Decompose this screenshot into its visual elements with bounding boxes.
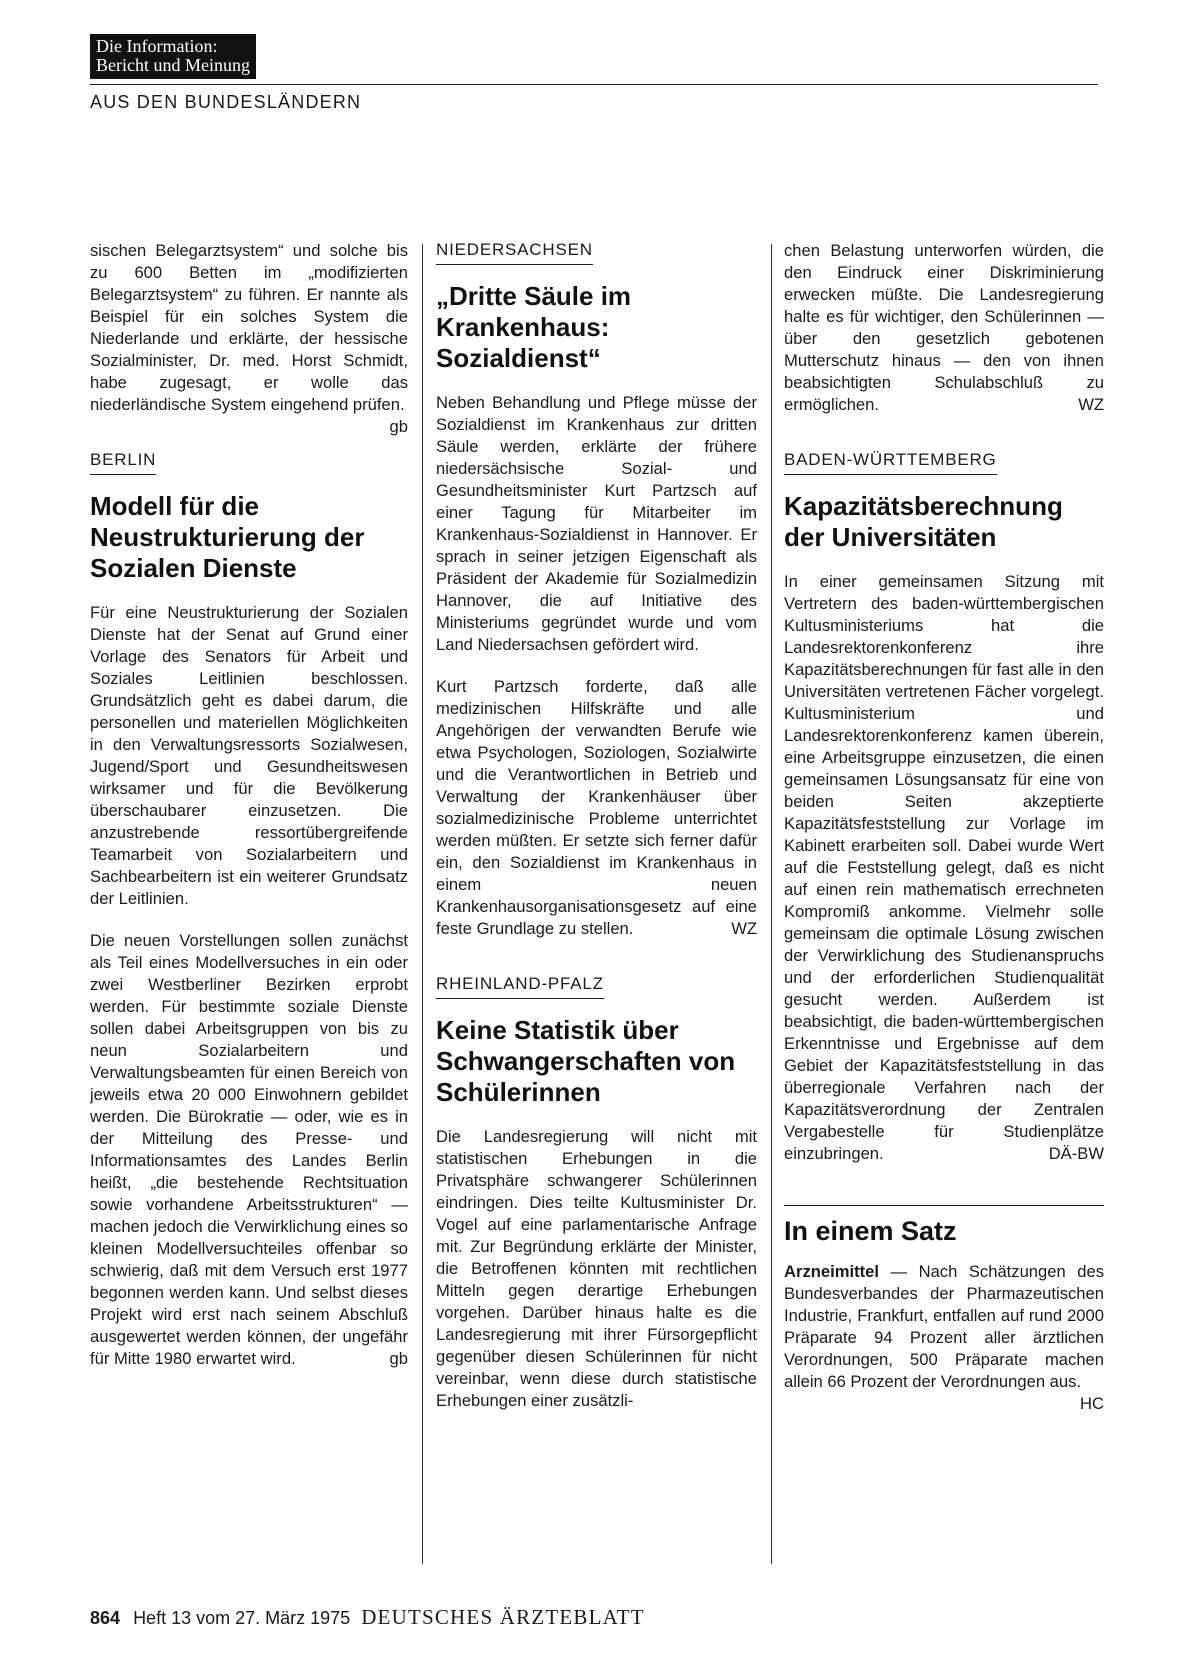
column-divider-2 xyxy=(771,244,772,1564)
issue-info: Heft 13 vom 27. März 1975 xyxy=(133,1608,351,1628)
author-sign: DÄ-BW xyxy=(1048,1144,1104,1163)
author-sign: gb xyxy=(389,1349,408,1368)
badge-line-1: Die Information: xyxy=(96,36,218,56)
article-paragraph: Kurt Partzsch forderte, daß alle medizinischen Hilfskräfte und alle Angehörigen der verwandten Berufe wie etwa Psychologen, Soziologen, Sozialwirte und die Verantwortlichen in Betrieb und Verwaltung der Krankenhäuser über sozialmedizinische Probleme unterrichtet werden müßten. Er setzte sich ferner dafür ein, den Sozialdienst im Krankenhaus in einem neuen Krankenhausorganisationsgesetz auf eine feste Grundlage zu stellen. WZ xyxy=(436,677,757,938)
author-sign: WZ xyxy=(731,919,757,938)
region-label-baden-wuerttemberg: BADEN-WÜRTTEMBERG xyxy=(784,450,997,475)
column-1 xyxy=(90,240,408,1370)
in-einem-satz-box xyxy=(784,1205,1104,1413)
page-number: 864 xyxy=(90,1608,121,1628)
headline-berlin: Modell für die Neustrukturierung der Sozialen Dienste xyxy=(90,491,365,583)
column-divider-1 xyxy=(422,244,423,1564)
region-label-berlin: BERLIN xyxy=(90,450,156,475)
region-label-rheinland-pfalz: RHEINLAND-PFALZ xyxy=(436,974,604,999)
article-paragraph: Die neuen Vorstellungen sollen zunächst als Teil eines Modellversuches in ein oder zwei Westberliner Bezirken erprobt werden. Für bestimmte soziale Dienste sollen dabei Arbeitsgruppen von bis zu neun Sozialarbeitern und Verwaltungsbeamten für einen Bereich von jeweils etwa 20 000 Einwohnern gebildet werden. Die Bürokratie — oder, wie es in der Mitteilung des Presse- und Informationsamtes des Landes Berlin heißt, „die bestehende Rechtsituation sowie vorhandene Arbeitsstrukturen“ — machen jedoch die Verwirklichung eines so kleinen Modellversuchteiles offenbar so schwierig, daß mit dem Versuch erst 1977 begonnen werden kann. Und selbst dieses Projekt wird erst nach seinem Abschluß ausgewertet werden können, der ungefähr für Mitte 1980 erwartet wird. gb xyxy=(90,931,408,1368)
column-2 xyxy=(436,240,757,1412)
section-title: AUS DEN BUNDESLÄNDERN xyxy=(90,92,362,112)
headline-rheinland-pfalz: Keine Statistik über Schwangerschaften von Schülerinnen xyxy=(436,1015,736,1107)
author-sign: WZ xyxy=(1078,395,1104,414)
column-3 xyxy=(784,240,1104,1415)
article-paragraph: In einer gemeinsamen Sitzung mit Vertretern des baden-württembergischen Kultusministeriums hat die Landesrektorenkonferenz ihre Kapazitätsberechnungen für fast alle in den Universitäten vertretenen Fächer vorgelegt. Kultusministerium und Landesrektorenkonferenz kamen überein, eine Arbeitsgruppe einzusetzen, die einen gemeinsamen Lösungsansatz für eine von beiden Seiten akzeptierte Kapazitätsfeststellung zur Vorlage im Kabinett erarbeiten soll. Dabei wurde Wert auf die Feststellung gelegt, daß es nicht auf einen rein mathematisch errechneten Kompromiß ankomme. Vielmehr solle gemeinsam die optimale Lösung zwischen der Verwirklichung des Studienanspruchs und der erforderlichen Studienqualität gesucht werden. Außerdem ist beabsichtigt, die baden-württembergischen Erkenntnisse und Ergebnisse auf dem Gebiet der Kapazitätsfeststellung in das überregionale Verfahren nach der Kapazitätsverordnung der Zentralen Vergabestelle für Studienplätze einzubringen. DÄ-BW xyxy=(784,572,1104,1163)
short-news-lead: Arzneimittel xyxy=(784,1262,879,1281)
region-label-niedersachsen: NIEDERSACHSEN xyxy=(436,240,593,265)
header-rule xyxy=(90,84,1098,85)
short-news-paragraph: Arzneimittel — Nach Schätzungen des Bundesverbandes der Pharmazeutischen Industrie, Frankfurt, entfallen auf rund 2000 Präparate 94 Prozent aller ärztlichen Verordnungen, 500 Präparate machen allein 66 Prozent der Verordnungen aus. HC xyxy=(784,1262,1104,1413)
journal-name: DEUTSCHES ÄRZTEBLATT xyxy=(361,1605,645,1629)
headline-in-einem-satz: In einem Satz xyxy=(784,1216,957,1246)
continued-article-text: sischen Belegarztsystem“ und solche bis zu 600 Betten im „modifizierten Belegarztsystem“ zu führen. Er nannte als Beispiel für ein solches System die Niederlande und erklärte, der hessische Sozialminister, Dr. med. Horst Schmidt, habe zugesagt, er wolle das niederländische System eingehend prüfen. gb xyxy=(90,241,408,436)
page-footer xyxy=(90,1605,645,1630)
continued-article-text: chen Belastung unterworfen würden, die den Eindruck einer Diskriminierung erwecken müßte. Die Landesregierung halte es für wichtiger, den Schülerinnen — über den gesetzlich gebotenen Mutterschutz hinaus — den von ihnen beabsichtigten Schulabschluß zu ermöglichen. WZ xyxy=(784,241,1104,414)
section-badge xyxy=(90,34,256,79)
article-paragraph: Die Landesregierung will nicht mit statistischen Erhebungen in die Privatsphäre schwangerer Schülerinnen eindringen. Dies teilte Kultusminister Dr. Vogel auf eine parlamentarische Anfrage mit. Zur Begründung erklärte der Minister, die Betroffenen könnten mit rechtlichen Mitteln gegen derartige Erhebungen vorgehen. Darüber hinaus halte es die Landesregierung mit ihrer Fürsorgepflicht gegenüber diesen Schülerinnen für nicht vereinbar, wenn diese durch statistische Erhebungen einer zusätzli- xyxy=(436,1127,757,1410)
badge-line-2: Bericht und Meinung xyxy=(96,55,250,75)
headline-baden-wuerttemberg: Kapazitätsberechnung der Universitäten xyxy=(784,491,1063,552)
headline-niedersachsen: „Dritte Säule im Krankenhaus: Sozialdienst“ xyxy=(436,281,632,373)
author-sign: HC xyxy=(1080,1394,1104,1413)
author-sign: gb xyxy=(389,417,408,436)
article-paragraph: Neben Behandlung und Pflege müsse der Sozialdienst im Krankenhaus zur dritten Säule werden, erklärte der frühere niedersächsische Sozial- und Gesundheitsminister Kurt Partzsch auf einer Tagung für Mitarbeiter im Krankenhaus-Sozialdienst in Hannover. Er sprach in seiner jetzigen Eigenschaft als Präsident der Akademie für Sozialmedizin Hannover, die auf Initiative des Ministeriums gegründet wurde und vom Land Niedersachsen gefördert wird. xyxy=(436,393,757,654)
article-paragraph: Für eine Neustrukturierung der Sozialen Dienste hat der Senat auf Grund einer Vorlage des Senators für Arbeit und Soziales Leitlinien beschlossen. Grundsätzlich geht es dabei darum, die personellen und materiellen Möglichkeiten in den Verwaltungsressorts Sozialwesen, Jugend/Sport und Gesundheitswesen wirksamer und für die Bevölkerung überschaubarer einzusetzen. Die anzustrebende ressortübergreifende Teamarbeit von Sozialarbeitern und Sachbearbeitern ist ein weiterer Grundsatz der Leitlinien. xyxy=(90,603,408,908)
